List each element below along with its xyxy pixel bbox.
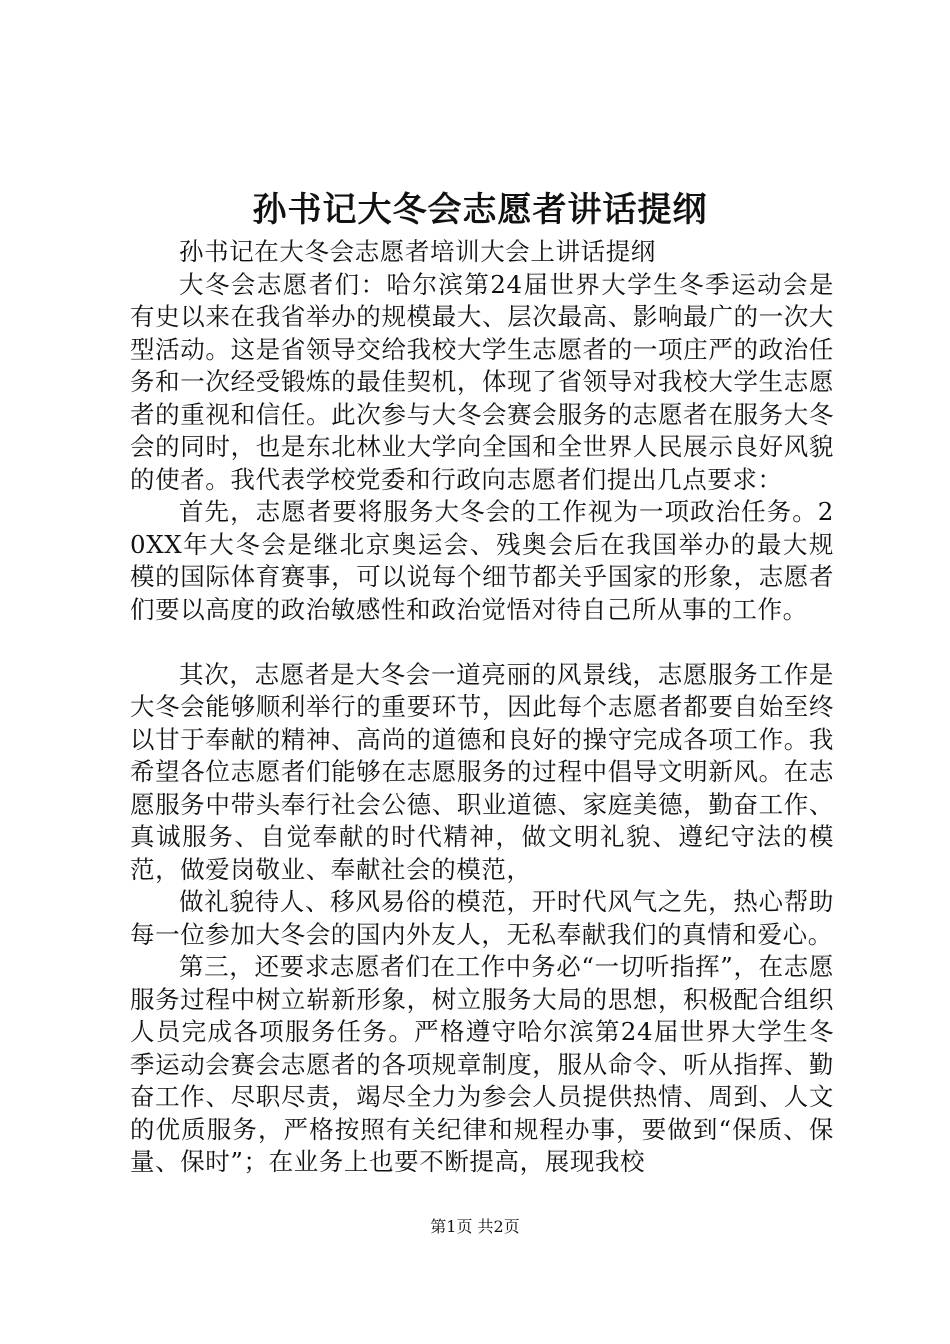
subtitle-paragraph: 孙书记在大冬会志愿者培训大会上讲话提纲 [179,237,656,266]
opening-paragraph: 大冬会志愿者们：哈尔滨第24届世界大学生冬季运动会是有史以来在我省举办的规模最大、层次最高、影响最广的一次大型活动。这是省领导交给我校大学生志愿者的一项庄严的政治任务和一次经受锻炼的最佳契机，体现了省领导对我校大学生志愿者的重视和信任。此次参与大冬会赛会服务的志愿者在服务大冬会的同时，也是东北林业大学向全国和全世界人民展示良好风貌的使者。我代表学校党委和行政向志愿者们提出几点要求： [130,269,834,494]
page-footer: 第1页 共2页 [430,1217,520,1236]
first-requirement-paragraph: 首先，志愿者要将服务大冬会的工作视为一项政治任务。20XX年大冬会是继北京奥运会、残奥会后在我国举办的最大规模的国际体育赛事，可以说每个细节都关乎国家的形象，志愿者们要以高度的政治敏感性和政治觉悟对待自己所从事的工作。 [130,497,834,624]
third-requirement-paragraph: 第三，还要求志愿者们在工作中务必“一切听指挥”，在志愿服务过程中树立崭新形象，树立服务大局的思想，积极配合组织人员完成各项服务任务。严格遵守哈尔滨第24届世界大学生冬季运动会赛会志愿者的各项规章制度，服从命令、听从指挥、勤奋工作、尽职尽责，竭尽全力为参会人员提供热情、周到、人文的优质服务，严格按照有关纪律和规程办事，要做到“保质、保量、保时”；在业务上也要不断提高，展现我校 [130,952,834,1176]
blank-line [130,626,834,659]
document-body [130,236,834,1179]
second-requirement-continuation: 做礼貌待人、移风易俗的模范，开时代风气之先，热心帮助每一位参加大冬会的国内外友人，无私奉献我们的真情和爱心。 [130,887,834,949]
document-title: 孙书记大冬会志愿者讲话提纲 [252,190,708,230]
second-requirement-paragraph: 其次，志愿者是大冬会一道亮丽的风景线，志愿服务工作是大冬会能够顺利举行的重要环节，因此每个志愿者都要自始至终以甘于奉献的精神、高尚的道德和良好的操守完成各项工作。我希望各位志愿者们能够在志愿服务的过程中倡导文明新风。在志愿服务中带头奉行社会公德、职业道德、家庭美德，勤奋工作、真诚服务、自觉奉献的时代精神，做文明礼貌、遵纪守法的模范，做爱岗敬业、奉献社会的模范， [130,659,834,884]
